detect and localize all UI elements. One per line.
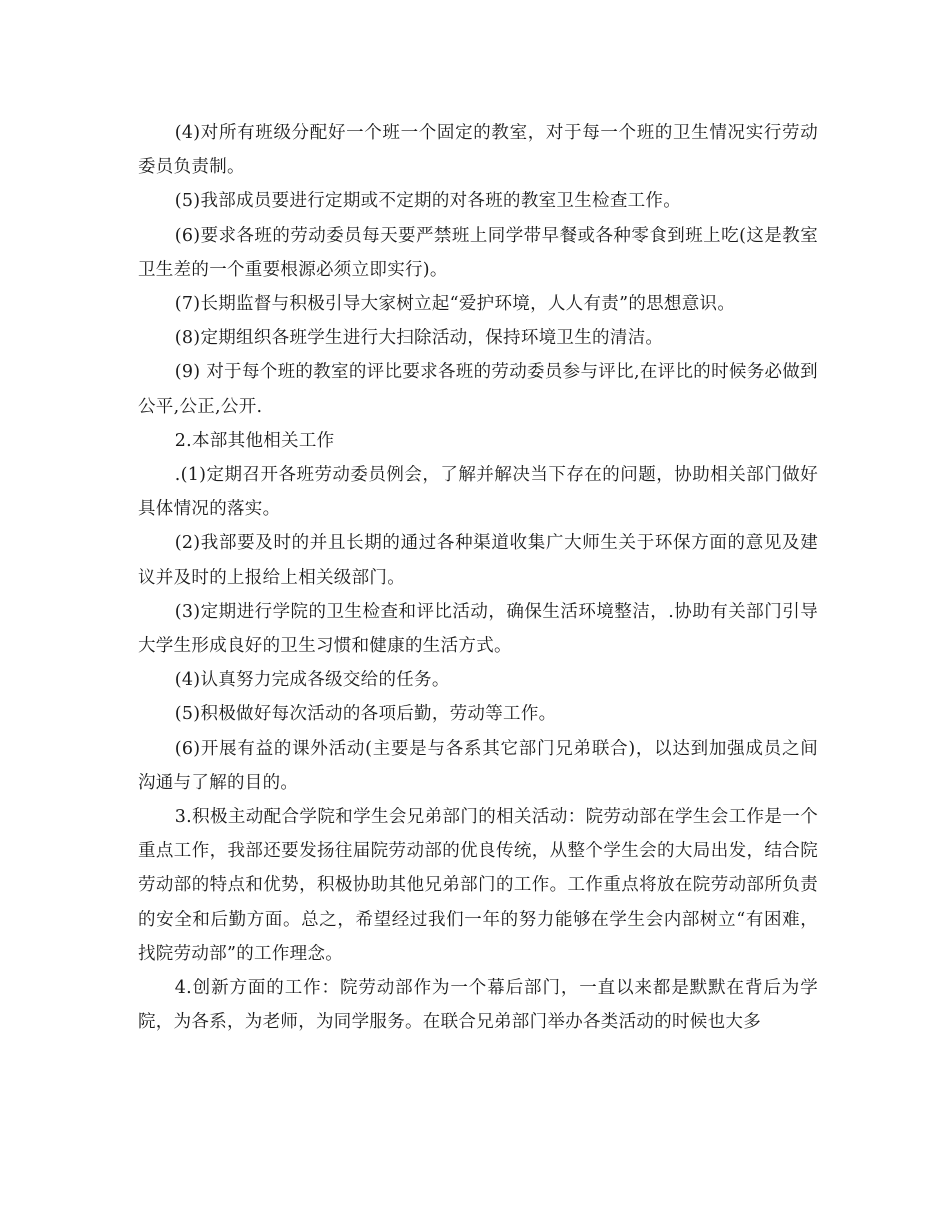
paragraph-item-5: (5)我部成员要进行定期或不定期的对各班的教室卫生检查工作。	[174, 191, 682, 212]
section-cooperation: 3.积极主动配合学院和学生会兄弟部门的相关活动：院劳动部在学生会工作是一个重点工作，我部还要发扬往届院劳动部的优良传统，从整个学生会的大局出发，结合院劳动部的特点和优势，积极协助其他兄弟部门的工作。工作重点将放在院劳动部所负责的安全和后勤方面。总之，希望经过我们一年的努力能够在学生会内部树立“有困难，找院劳动部”的工作理念。	[138, 807, 818, 964]
paragraph-other-5: (5)积极做好每次活动的各项后勤，劳动等工作。	[174, 704, 557, 725]
document-body	[138, 116, 818, 1039]
paragraph-other-6: (6)开展有益的课外活动(主要是与各系其它部门兄弟联合)，以达到加强成员之间沟通与了解的目的。	[138, 738, 818, 793]
paragraph-other-1: .(1)定期召开各班劳动委员例会，了解并解决当下存在的问题，协助相关部门做好具体情况的落实。	[138, 465, 818, 520]
paragraph-item-6: (6)要求各班的劳动委员每天要严禁班上同学带早餐或各种零食到班上吃(这是教室卫生差的一个重要根源必须立即实行)。	[138, 225, 818, 280]
section-innovation: 4.创新方面的工作：院劳动部作为一个幕后部门，一直以来都是默默在背后为学院，为各系，为老师，为同学服务。在联合兄弟部门举办各类活动的时候也大多	[138, 978, 818, 1033]
paragraph-item-7: (7)长期监督与积极引导大家树立起“爱护环境，人人有责”的思想意识。	[174, 294, 736, 315]
paragraph-item-9: (9) 对于每个班的教室的评比要求各班的劳动委员参与评比,在评比的时候务必做到公平,公正,公开.	[138, 362, 818, 417]
paragraph-other-4: (4)认真努力完成各级交给的任务。	[174, 670, 450, 691]
paragraph-other-3: (3)定期进行学院的卫生检查和评比活动，确保生活环境整洁，.协助有关部门引导大学生形成良好的卫生习惯和健康的生活方式。	[138, 601, 818, 657]
paragraph-other-2: (2)我部要及时的并且长期的通过各种渠道收集广大师生关于环保方面的意见及建议并及时的上报给上相关级部门。	[138, 533, 818, 588]
section-heading-other-work: 2.本部其他相关工作	[174, 430, 335, 451]
paragraph-item-8: (8)定期组织各班学生进行大扫除活动，保持环境卫生的清洁。	[174, 328, 664, 349]
paragraph-item-4: (4)对所有班级分配好一个班一个固定的教室，对于每一个班的卫生情况实行劳动委员负责制。	[138, 123, 818, 178]
